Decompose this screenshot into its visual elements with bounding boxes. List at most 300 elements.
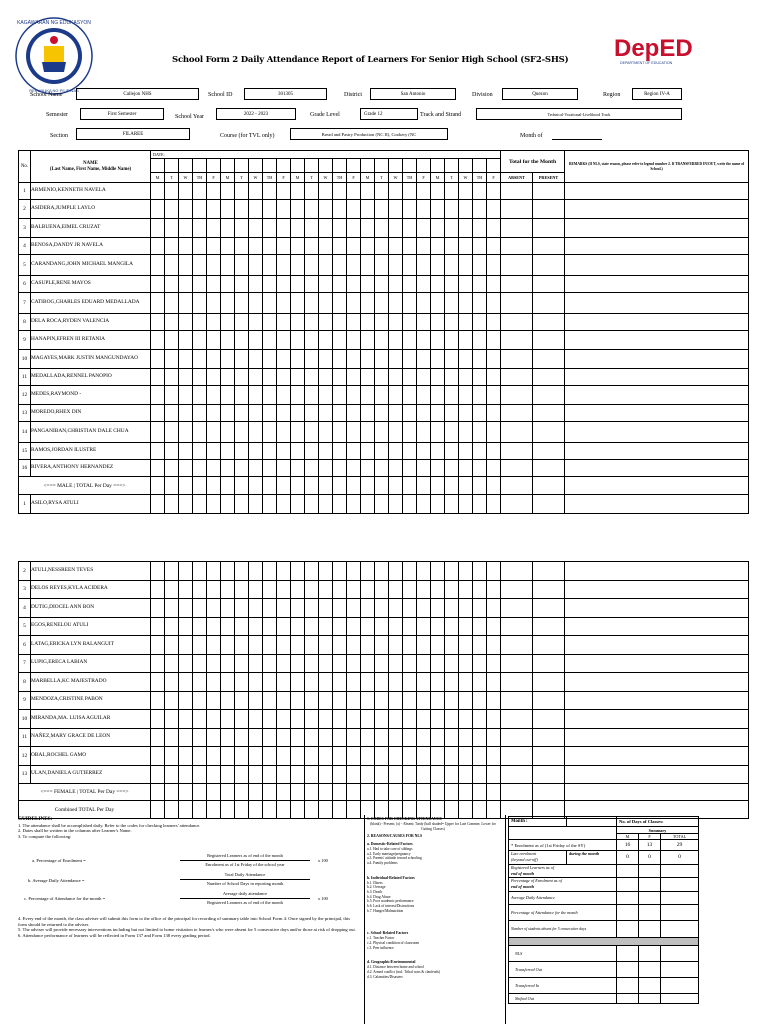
attendance-cell[interactable]: [375, 562, 389, 581]
attendance-cell[interactable]: [361, 238, 375, 255]
attendance-cell[interactable]: [291, 331, 305, 350]
district-field[interactable]: San Antonio: [370, 88, 456, 100]
attendance-cell[interactable]: [333, 747, 347, 766]
absent-cell[interactable]: [501, 562, 533, 581]
attendance-cell[interactable]: [445, 386, 459, 405]
attendance-cell[interactable]: [403, 293, 417, 314]
attendance-cell[interactable]: [207, 562, 221, 581]
attendance-cell[interactable]: [319, 293, 333, 314]
attendance-cell[interactable]: [389, 422, 403, 443]
attendance-cell[interactable]: [291, 599, 305, 618]
attendance-cell[interactable]: [249, 495, 263, 514]
attendance-cell[interactable]: [403, 219, 417, 238]
month-field[interactable]: [552, 128, 602, 140]
attendance-cell[interactable]: [207, 238, 221, 255]
attendance-cell[interactable]: [403, 580, 417, 599]
remarks-cell[interactable]: [565, 654, 749, 673]
attendance-cell[interactable]: [403, 276, 417, 293]
attendance-cell[interactable]: [179, 422, 193, 443]
attendance-cell[interactable]: [179, 673, 193, 692]
attendance-cell[interactable]: [431, 784, 445, 801]
attendance-cell[interactable]: [445, 422, 459, 443]
present-cell[interactable]: [533, 654, 565, 673]
attendance-cell[interactable]: [179, 562, 193, 581]
attendance-cell[interactable]: [319, 728, 333, 747]
attendance-cell[interactable]: [375, 710, 389, 729]
attendance-cell[interactable]: [473, 386, 487, 405]
attendance-cell[interactable]: [277, 293, 291, 314]
attendance-cell[interactable]: [459, 617, 473, 636]
attendance-cell[interactable]: [459, 386, 473, 405]
attendance-cell[interactable]: [235, 495, 249, 514]
attendance-cell[interactable]: [375, 495, 389, 514]
attendance-cell[interactable]: [221, 460, 235, 477]
attendance-cell[interactable]: [249, 183, 263, 200]
attendance-cell[interactable]: [165, 350, 179, 369]
attendance-cell[interactable]: [403, 784, 417, 801]
attendance-cell[interactable]: [277, 654, 291, 673]
attendance-cell[interactable]: [445, 673, 459, 692]
school-id-field[interactable]: 301305: [244, 88, 327, 100]
attendance-cell[interactable]: [333, 784, 347, 801]
attendance-cell[interactable]: [375, 460, 389, 477]
remarks-cell[interactable]: [565, 238, 749, 255]
attendance-cell[interactable]: [417, 765, 431, 784]
attendance-cell[interactable]: [375, 784, 389, 801]
attendance-cell[interactable]: [263, 784, 277, 801]
attendance-cell[interactable]: [361, 495, 375, 514]
attendance-cell[interactable]: [151, 219, 165, 238]
attendance-cell[interactable]: [179, 477, 193, 495]
remarks-cell[interactable]: [565, 477, 749, 495]
attendance-cell[interactable]: [403, 617, 417, 636]
attendance-cell[interactable]: [403, 238, 417, 255]
attendance-cell[interactable]: [207, 422, 221, 443]
attendance-cell[interactable]: [235, 562, 249, 581]
present-cell[interactable]: [533, 200, 565, 219]
attendance-cell[interactable]: [361, 314, 375, 331]
attendance-cell[interactable]: [193, 636, 207, 655]
attendance-cell[interactable]: [179, 710, 193, 729]
attendance-cell[interactable]: [431, 691, 445, 710]
attendance-cell[interactable]: [389, 183, 403, 200]
attendance-cell[interactable]: [347, 617, 361, 636]
attendance-cell[interactable]: [291, 314, 305, 331]
attendance-cell[interactable]: [459, 562, 473, 581]
attendance-cell[interactable]: [193, 599, 207, 618]
attendance-cell[interactable]: [473, 331, 487, 350]
attendance-cell[interactable]: [249, 386, 263, 405]
attendance-cell[interactable]: [431, 219, 445, 238]
attendance-cell[interactable]: [305, 314, 319, 331]
attendance-cell[interactable]: [375, 599, 389, 618]
attendance-cell[interactable]: [207, 314, 221, 331]
attendance-cell[interactable]: [459, 580, 473, 599]
attendance-cell[interactable]: [221, 369, 235, 386]
attendance-cell[interactable]: [445, 255, 459, 276]
attendance-cell[interactable]: [207, 599, 221, 618]
attendance-cell[interactable]: [473, 765, 487, 784]
attendance-cell[interactable]: [193, 422, 207, 443]
attendance-cell[interactable]: [165, 617, 179, 636]
attendance-cell[interactable]: [207, 460, 221, 477]
remarks-cell[interactable]: [565, 255, 749, 276]
attendance-cell[interactable]: [235, 673, 249, 692]
attendance-cell[interactable]: [403, 673, 417, 692]
attendance-cell[interactable]: [445, 238, 459, 255]
attendance-cell[interactable]: [333, 460, 347, 477]
attendance-cell[interactable]: [151, 314, 165, 331]
attendance-cell[interactable]: [431, 495, 445, 514]
attendance-cell[interactable]: [263, 495, 277, 514]
attendance-cell[interactable]: [375, 443, 389, 460]
remarks-cell[interactable]: [565, 599, 749, 618]
attendance-cell[interactable]: [179, 331, 193, 350]
attendance-cell[interactable]: [459, 691, 473, 710]
attendance-cell[interactable]: [347, 477, 361, 495]
attendance-cell[interactable]: [277, 495, 291, 514]
attendance-cell[interactable]: [165, 747, 179, 766]
attendance-cell[interactable]: [333, 599, 347, 618]
attendance-cell[interactable]: [403, 477, 417, 495]
attendance-cell[interactable]: [249, 443, 263, 460]
attendance-cell[interactable]: [361, 331, 375, 350]
attendance-cell[interactable]: [403, 183, 417, 200]
attendance-cell[interactable]: [445, 314, 459, 331]
attendance-cell[interactable]: [249, 747, 263, 766]
absent-cell[interactable]: [501, 443, 533, 460]
attendance-cell[interactable]: [459, 238, 473, 255]
attendance-cell[interactable]: [487, 238, 501, 255]
attendance-cell[interactable]: [417, 747, 431, 766]
attendance-cell[interactable]: [291, 617, 305, 636]
attendance-cell[interactable]: [431, 728, 445, 747]
attendance-cell[interactable]: [221, 747, 235, 766]
attendance-cell[interactable]: [249, 728, 263, 747]
attendance-cell[interactable]: [375, 691, 389, 710]
attendance-cell[interactable]: [417, 183, 431, 200]
attendance-cell[interactable]: [179, 293, 193, 314]
attendance-cell[interactable]: [487, 219, 501, 238]
attendance-cell[interactable]: [389, 405, 403, 422]
attendance-cell[interactable]: [417, 200, 431, 219]
division-field[interactable]: Quezon: [502, 88, 578, 100]
attendance-cell[interactable]: [263, 747, 277, 766]
attendance-cell[interactable]: [333, 765, 347, 784]
attendance-cell[interactable]: [193, 562, 207, 581]
attendance-cell[interactable]: [487, 422, 501, 443]
attendance-cell[interactable]: [459, 765, 473, 784]
attendance-cell[interactable]: [305, 654, 319, 673]
attendance-cell[interactable]: [389, 710, 403, 729]
attendance-cell[interactable]: [417, 599, 431, 618]
attendance-cell[interactable]: [151, 255, 165, 276]
attendance-cell[interactable]: [361, 350, 375, 369]
attendance-cell[interactable]: [221, 654, 235, 673]
attendance-cell[interactable]: [403, 405, 417, 422]
attendance-cell[interactable]: [249, 276, 263, 293]
attendance-cell[interactable]: [221, 219, 235, 238]
remarks-cell[interactable]: [565, 369, 749, 386]
attendance-cell[interactable]: [445, 219, 459, 238]
attendance-cell[interactable]: [277, 331, 291, 350]
attendance-cell[interactable]: [487, 369, 501, 386]
absent-cell[interactable]: [501, 747, 533, 766]
attendance-cell[interactable]: [445, 477, 459, 495]
attendance-cell[interactable]: [291, 710, 305, 729]
attendance-cell[interactable]: [263, 422, 277, 443]
attendance-cell[interactable]: [221, 386, 235, 405]
attendance-cell[interactable]: [305, 580, 319, 599]
attendance-cell[interactable]: [263, 617, 277, 636]
attendance-cell[interactable]: [165, 238, 179, 255]
attendance-cell[interactable]: [179, 495, 193, 514]
remarks-cell[interactable]: [565, 386, 749, 405]
attendance-cell[interactable]: [235, 200, 249, 219]
attendance-cell[interactable]: [235, 422, 249, 443]
remarks-cell[interactable]: [565, 765, 749, 784]
present-cell[interactable]: [533, 369, 565, 386]
attendance-cell[interactable]: [207, 200, 221, 219]
attendance-cell[interactable]: [445, 691, 459, 710]
attendance-cell[interactable]: [165, 386, 179, 405]
attendance-cell[interactable]: [361, 599, 375, 618]
attendance-cell[interactable]: [235, 710, 249, 729]
attendance-cell[interactable]: [431, 405, 445, 422]
attendance-cell[interactable]: [235, 636, 249, 655]
attendance-cell[interactable]: [459, 255, 473, 276]
attendance-cell[interactable]: [235, 460, 249, 477]
attendance-cell[interactable]: [389, 599, 403, 618]
attendance-cell[interactable]: [179, 255, 193, 276]
attendance-cell[interactable]: [221, 293, 235, 314]
attendance-cell[interactable]: [431, 654, 445, 673]
attendance-cell[interactable]: [347, 200, 361, 219]
attendance-cell[interactable]: [431, 747, 445, 766]
remarks-cell[interactable]: [565, 276, 749, 293]
attendance-cell[interactable]: [417, 219, 431, 238]
attendance-cell[interactable]: [361, 255, 375, 276]
attendance-cell[interactable]: [277, 599, 291, 618]
attendance-cell[interactable]: [361, 636, 375, 655]
absent-cell[interactable]: [501, 617, 533, 636]
attendance-cell[interactable]: [277, 386, 291, 405]
attendance-cell[interactable]: [487, 765, 501, 784]
attendance-cell[interactable]: [277, 477, 291, 495]
attendance-cell[interactable]: [473, 728, 487, 747]
attendance-cell[interactable]: [375, 617, 389, 636]
track-field[interactable]: Technical-Vocational-Livelihood Track: [476, 108, 682, 120]
attendance-cell[interactable]: [389, 747, 403, 766]
absent-cell[interactable]: [501, 636, 533, 655]
school-year-field[interactable]: 2022 - 2023: [216, 108, 296, 120]
attendance-cell[interactable]: [235, 765, 249, 784]
attendance-cell[interactable]: [319, 636, 333, 655]
attendance-cell[interactable]: [445, 276, 459, 293]
attendance-cell[interactable]: [375, 331, 389, 350]
attendance-cell[interactable]: [487, 477, 501, 495]
remarks-cell[interactable]: [565, 580, 749, 599]
attendance-cell[interactable]: [305, 183, 319, 200]
attendance-cell[interactable]: [417, 255, 431, 276]
attendance-cell[interactable]: [375, 369, 389, 386]
attendance-cell[interactable]: [487, 314, 501, 331]
attendance-cell[interactable]: [179, 747, 193, 766]
attendance-cell[interactable]: [277, 443, 291, 460]
attendance-cell[interactable]: [235, 405, 249, 422]
attendance-cell[interactable]: [263, 562, 277, 581]
remarks-cell[interactable]: [565, 636, 749, 655]
attendance-cell[interactable]: [389, 331, 403, 350]
attendance-cell[interactable]: [221, 350, 235, 369]
attendance-cell[interactable]: [319, 654, 333, 673]
attendance-cell[interactable]: [361, 219, 375, 238]
attendance-cell[interactable]: [151, 599, 165, 618]
attendance-cell[interactable]: [361, 386, 375, 405]
attendance-cell[interactable]: [249, 673, 263, 692]
attendance-cell[interactable]: [179, 369, 193, 386]
attendance-cell[interactable]: [473, 562, 487, 581]
attendance-cell[interactable]: [263, 654, 277, 673]
attendance-cell[interactable]: [207, 293, 221, 314]
attendance-cell[interactable]: [305, 238, 319, 255]
attendance-cell[interactable]: [249, 350, 263, 369]
attendance-cell[interactable]: [361, 747, 375, 766]
attendance-cell[interactable]: [389, 580, 403, 599]
attendance-cell[interactable]: [431, 710, 445, 729]
attendance-cell[interactable]: [193, 747, 207, 766]
attendance-cell[interactable]: [431, 477, 445, 495]
attendance-cell[interactable]: [165, 422, 179, 443]
attendance-cell[interactable]: [221, 562, 235, 581]
absent-cell[interactable]: [501, 369, 533, 386]
attendance-cell[interactable]: [263, 765, 277, 784]
attendance-cell[interactable]: [263, 728, 277, 747]
attendance-cell[interactable]: [263, 580, 277, 599]
attendance-cell[interactable]: [179, 219, 193, 238]
attendance-cell[interactable]: [207, 495, 221, 514]
attendance-cell[interactable]: [333, 405, 347, 422]
attendance-cell[interactable]: [221, 710, 235, 729]
attendance-cell[interactable]: [487, 617, 501, 636]
attendance-cell[interactable]: [431, 200, 445, 219]
attendance-cell[interactable]: [473, 422, 487, 443]
attendance-cell[interactable]: [151, 747, 165, 766]
attendance-cell[interactable]: [263, 691, 277, 710]
attendance-cell[interactable]: [361, 477, 375, 495]
attendance-cell[interactable]: [473, 443, 487, 460]
attendance-cell[interactable]: [417, 728, 431, 747]
attendance-cell[interactable]: [333, 654, 347, 673]
attendance-cell[interactable]: [417, 238, 431, 255]
attendance-cell[interactable]: [193, 710, 207, 729]
attendance-cell[interactable]: [487, 405, 501, 422]
attendance-cell[interactable]: [333, 386, 347, 405]
attendance-cell[interactable]: [235, 747, 249, 766]
region-field[interactable]: Region IV-A: [632, 88, 682, 100]
attendance-cell[interactable]: [403, 654, 417, 673]
attendance-cell[interactable]: [417, 562, 431, 581]
absent-cell[interactable]: [501, 238, 533, 255]
attendance-cell[interactable]: [151, 673, 165, 692]
attendance-cell[interactable]: [263, 293, 277, 314]
attendance-cell[interactable]: [235, 691, 249, 710]
attendance-cell[interactable]: [151, 654, 165, 673]
absent-cell[interactable]: [501, 276, 533, 293]
attendance-cell[interactable]: [221, 784, 235, 801]
attendance-cell[interactable]: [347, 673, 361, 692]
attendance-cell[interactable]: [333, 580, 347, 599]
attendance-cell[interactable]: [277, 460, 291, 477]
attendance-cell[interactable]: [249, 219, 263, 238]
attendance-cell[interactable]: [487, 728, 501, 747]
attendance-cell[interactable]: [249, 691, 263, 710]
attendance-cell[interactable]: [291, 219, 305, 238]
attendance-cell[interactable]: [459, 350, 473, 369]
attendance-cell[interactable]: [417, 673, 431, 692]
attendance-cell[interactable]: [179, 276, 193, 293]
present-cell[interactable]: [533, 183, 565, 200]
attendance-cell[interactable]: [459, 728, 473, 747]
attendance-cell[interactable]: [347, 443, 361, 460]
attendance-cell[interactable]: [361, 580, 375, 599]
attendance-cell[interactable]: [235, 183, 249, 200]
remarks-cell[interactable]: [565, 710, 749, 729]
attendance-cell[interactable]: [151, 350, 165, 369]
attendance-cell[interactable]: [333, 728, 347, 747]
course-field[interactable]: Bread and Pastry Production (NC II), Cookery (NC: [290, 128, 448, 140]
attendance-cell[interactable]: [277, 728, 291, 747]
attendance-cell[interactable]: [235, 276, 249, 293]
attendance-cell[interactable]: [431, 580, 445, 599]
attendance-cell[interactable]: [207, 405, 221, 422]
attendance-cell[interactable]: [459, 460, 473, 477]
attendance-cell[interactable]: [361, 276, 375, 293]
remarks-cell[interactable]: [565, 460, 749, 477]
attendance-cell[interactable]: [221, 405, 235, 422]
attendance-cell[interactable]: [487, 460, 501, 477]
attendance-cell[interactable]: [221, 183, 235, 200]
attendance-cell[interactable]: [445, 443, 459, 460]
attendance-cell[interactable]: [151, 562, 165, 581]
attendance-cell[interactable]: [319, 219, 333, 238]
attendance-cell[interactable]: [389, 293, 403, 314]
attendance-cell[interactable]: [319, 691, 333, 710]
present-cell[interactable]: [533, 460, 565, 477]
attendance-cell[interactable]: [305, 673, 319, 692]
attendance-cell[interactable]: [207, 331, 221, 350]
present-cell[interactable]: [533, 765, 565, 784]
attendance-cell[interactable]: [389, 636, 403, 655]
attendance-cell[interactable]: [151, 369, 165, 386]
attendance-cell[interactable]: [291, 673, 305, 692]
attendance-cell[interactable]: [417, 691, 431, 710]
attendance-cell[interactable]: [389, 617, 403, 636]
attendance-cell[interactable]: [277, 276, 291, 293]
attendance-cell[interactable]: [473, 219, 487, 238]
attendance-cell[interactable]: [361, 562, 375, 581]
attendance-cell[interactable]: [375, 314, 389, 331]
attendance-cell[interactable]: [459, 784, 473, 801]
attendance-cell[interactable]: [235, 219, 249, 238]
attendance-cell[interactable]: [207, 255, 221, 276]
attendance-cell[interactable]: [473, 580, 487, 599]
attendance-cell[interactable]: [179, 386, 193, 405]
absent-cell[interactable]: [501, 183, 533, 200]
attendance-cell[interactable]: [473, 784, 487, 801]
attendance-cell[interactable]: [193, 255, 207, 276]
attendance-cell[interactable]: [333, 200, 347, 219]
